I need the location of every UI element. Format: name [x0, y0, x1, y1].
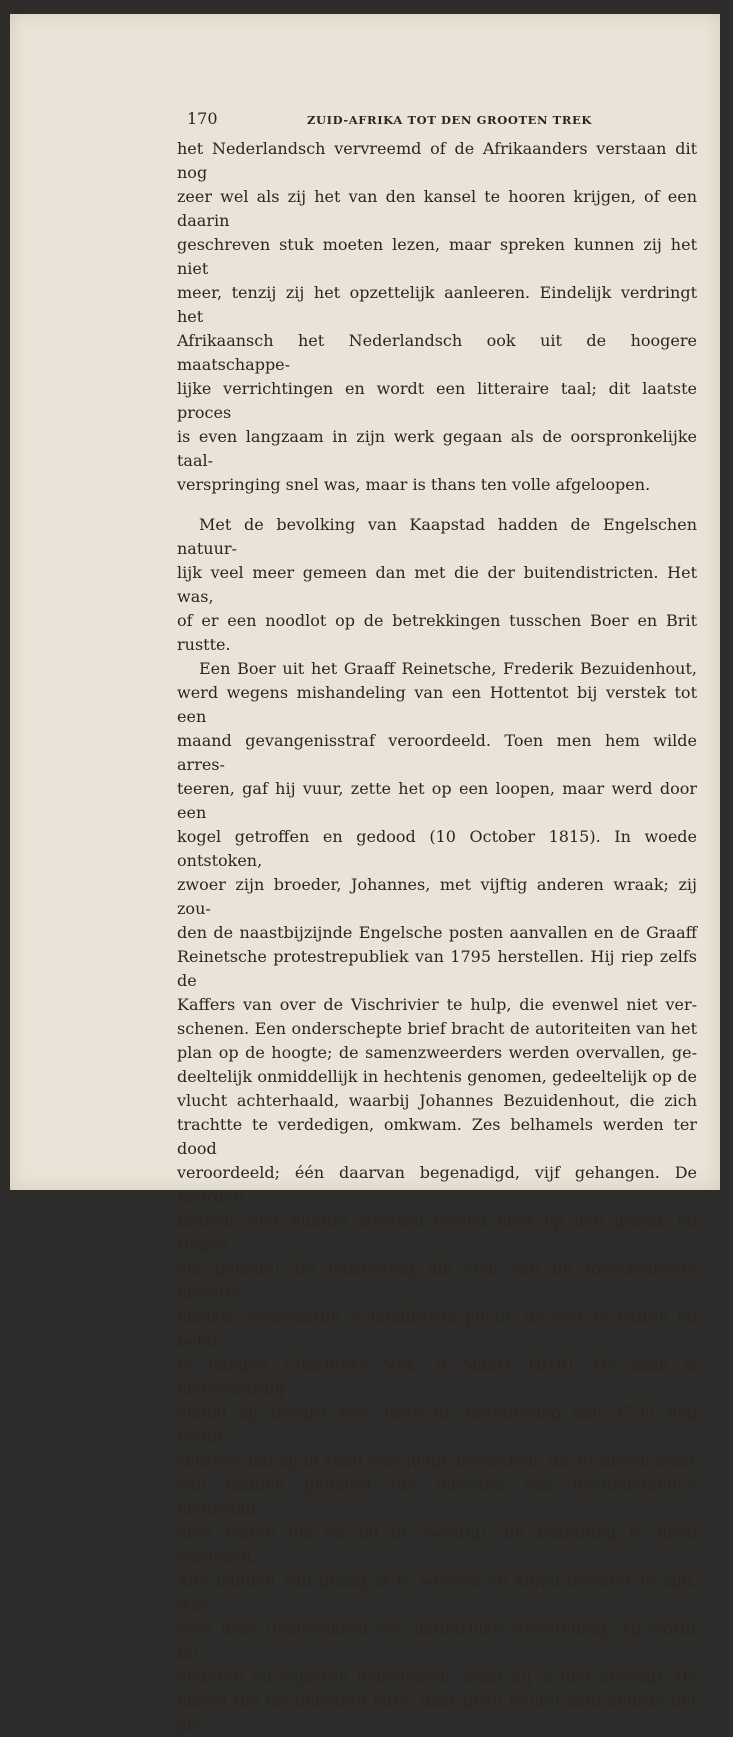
paragraph-gap [177, 497, 697, 513]
body-text [177, 137, 697, 1737]
page-header [187, 108, 607, 132]
paragraph-3: Een Boer uit het Graaff Reinetsche, Frederik Bezuidenhout, werd wegens mishandeling van een Hottentot bij verstek tot een maand gevangenisstraf veroordeeld. Toen men hem wilde arres- teeren, gaf hij vuur, zette het op een loopen, maar werd door een kogel getroffen en gedood (10 October 1815). In woede ontstoken, zwoer zijn broeder, Johannes, met vijftig anderen wraak; zij zou- den de naastbijzijnde Engelsche posten aanvallen en de Graaff Reinetsche protestrepubliek van 1795 herstellen. Hij riep zelfs de Kaffers van over de Vischrivier te hulp, die evenwel niet ver- schenen. Een onderschepte brief bracht de autoriteiten van het plan op de hoogte; de samenzweerders werden overvallen, ge- deeltelijk onmiddellijk in hechtenis genomen, gedeeltelijk op de vlucht achterhaald, waarbij Johannes Bezuidenhout, die zich trachtte te verdedigen, omkwam. Zes belhamels werden ter dood veroordeeld; één daarvan begenadigd, vijf gehangen. De koorden braken; vier hunner stortten levend neer op den grond, en riepen om genade! De ontroering die zich van de toeschouwers meester maakte verzwaarde ’s landdrosts plicht, de vier te vatten en beter te hangen (Slachters Nek, 9 Maart 1816). De zaak is merkwaardig omdat zij bewijst hoe sterk de herinnering aan 1795 nog leefde; zóózeer, dat zij in staat was jonge menschen, die er alleen maar van hadden gehoord (de meesten van Bezuidenhout’s medestan- ders waren om en bij de twintig), de bezinning te doen verliezen. Alle banden van gezag af te werpen en eigen meester te zijn, was voor deze gemoederen een natuurlijke voorstelling. Zij wordt bij ouderen en wijzeren bedwongen, maar zij is niet afwezig. De massa (de documenten laten daar geen twijfel aan) keurde het ge- [177, 659, 697, 1734]
running-title: ZUID-AFRIKA TOT DEN GROOTEN TREK [307, 113, 592, 127]
page-number: 170 [187, 109, 218, 128]
paragraph-1: het Nederlandsch vervreemd of de Afrikaanders verstaan dit nog zeer wel als zij het van den kansel te hooren krijgen, of een daarin geschreven stuk moeten lezen, maar spreken kunnen zij het niet meer, tenzij zij het opzettelijk aanleeren. Eindelijk verdringt het Afrikaansch het Nederlandsch ook uit de hoogere maatschappe- lijke verrichtingen en wordt een litteraire taal; dit laatste proces is even langzaam in zijn werk gegaan als de oorspronkelijke taal- verspringing snel was, maar is thans ten volle afgeloopen. [177, 139, 697, 494]
paragraph-2: Met de bevolking van Kaapstad hadden de Engelschen natuur- lijk veel meer gemeen dan met die der buitendistricten. Het was, of er een noodlot op de betrekkingen tusschen Boer en Brit rustte. [177, 515, 697, 654]
